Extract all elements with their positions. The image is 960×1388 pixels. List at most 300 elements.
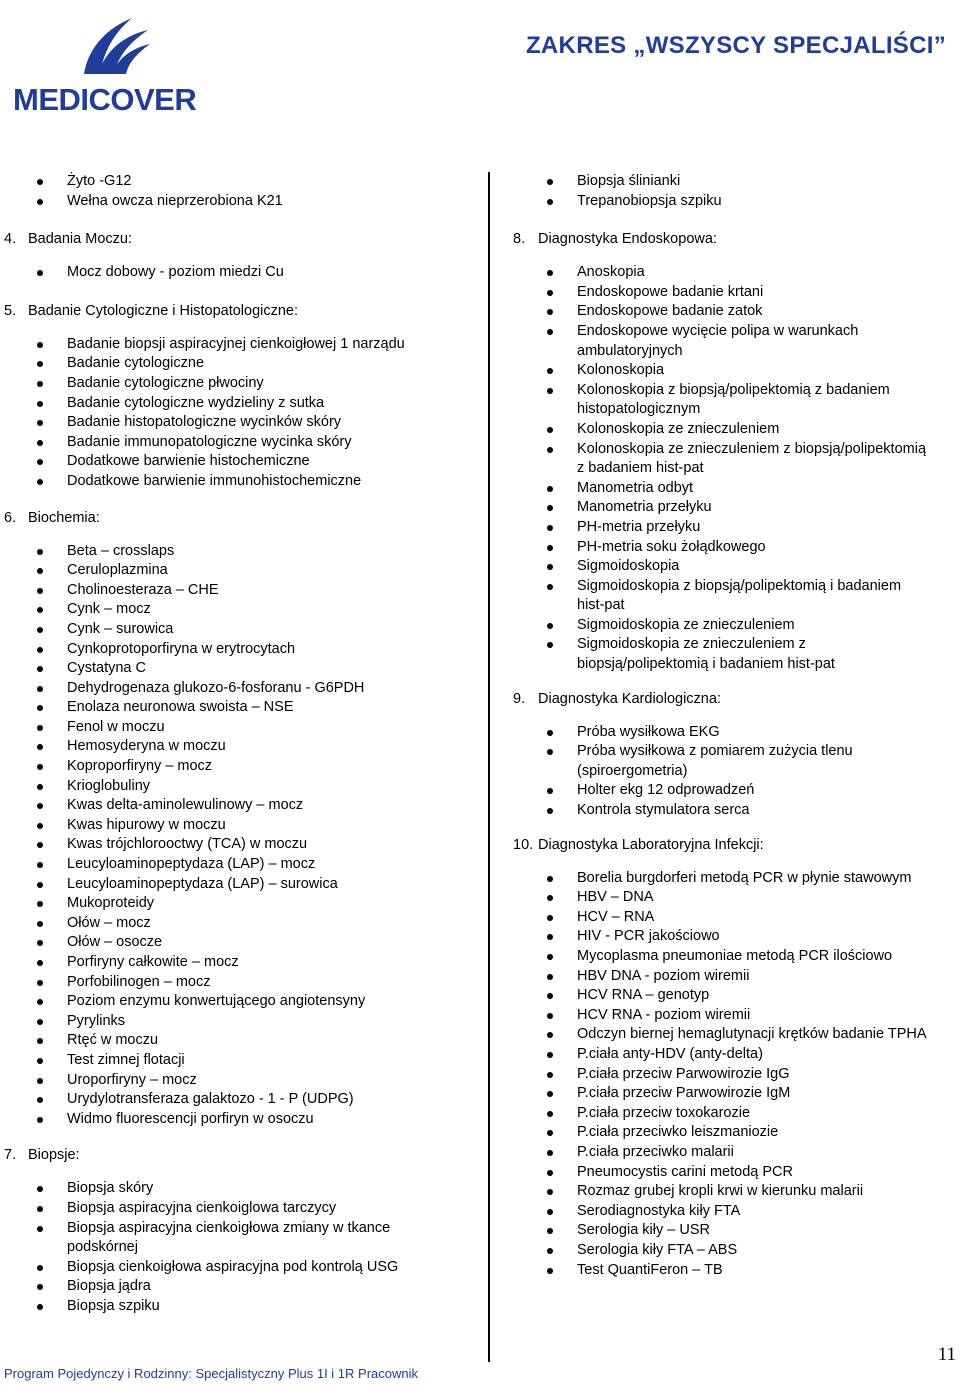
- section-heading: [0, 301, 470, 321]
- bullet-icon: [547, 368, 553, 374]
- list-item: [0, 718, 470, 738]
- bullet-icon: [37, 549, 43, 555]
- list-item: [510, 192, 960, 212]
- bullet-icon: [547, 1189, 553, 1195]
- list-item-text: Pneumocystis carini metodą PCR: [577, 1163, 793, 1180]
- section-title: Diagnostyka Endoskopowa:: [538, 231, 717, 248]
- list-item-text: Kolonoskopia ze znieczuleniem: [577, 420, 780, 437]
- list-item-text: Biopsja aspiracyjna cienkoigłowa zmiany w tkance podskórnej: [67, 1219, 391, 1256]
- spacer: [0, 283, 470, 301]
- section-heading: [510, 835, 960, 855]
- list-item: [510, 616, 960, 636]
- bullet-icon: [37, 1058, 43, 1064]
- bullet-icon: [547, 270, 553, 276]
- section-number: 10.: [513, 836, 534, 853]
- bullet-list: [0, 1179, 470, 1316]
- list-item: [0, 1051, 470, 1071]
- bullet-icon: [547, 525, 553, 531]
- list-item: [0, 855, 470, 875]
- bullet-icon: [37, 401, 43, 407]
- list-item: [0, 561, 470, 581]
- list-item-text: Cholinoesteraza – CHE: [67, 581, 219, 598]
- list-item-text: Fenol w moczu: [67, 718, 165, 735]
- bullet-icon: [37, 803, 43, 809]
- section: [0, 1145, 470, 1316]
- list-item-text: HBV DNA - poziom wiremii: [577, 967, 750, 984]
- list-item-text: Koproporfiryny – mocz: [67, 758, 213, 775]
- bullet-icon: [37, 686, 43, 692]
- list-item: [510, 420, 960, 440]
- bullet-icon: [37, 999, 43, 1005]
- list-item-text: Mycoplasma pneumoniae metodą PCR ilościowo: [577, 948, 893, 964]
- list-item-text: Test QuantiFeron – TB: [577, 1261, 723, 1278]
- bullet-icon: [547, 1268, 553, 1274]
- list-item: [0, 894, 470, 914]
- list-item: [510, 888, 960, 908]
- list-item: [0, 374, 470, 394]
- bullet-icon: [547, 915, 553, 921]
- bullet-icon: [547, 954, 553, 960]
- logo-text: MEDICOVER: [13, 82, 197, 117]
- list-item: [0, 737, 470, 757]
- list-item-text: Test zimnej flotacji: [67, 1051, 185, 1068]
- bullet-icon: [37, 1284, 43, 1290]
- list-item-text: Żyto -G12: [67, 173, 132, 189]
- list-item-text: HBV – DNA: [577, 889, 654, 906]
- section-number: 7.: [4, 1147, 17, 1164]
- list-item: [0, 992, 470, 1012]
- list-item: [0, 413, 470, 433]
- list-item-text: Cystatyna C: [67, 660, 146, 677]
- list-item-text: Biopsja szpiku: [67, 1297, 160, 1314]
- list-item: [0, 1031, 470, 1051]
- list-item: [510, 1202, 960, 1222]
- list-item: [510, 967, 960, 987]
- list-item: [510, 361, 960, 381]
- bullet-icon: [37, 1038, 43, 1044]
- list-item: [0, 1090, 470, 1110]
- bullet-icon: [547, 564, 553, 570]
- list-item: [0, 698, 470, 718]
- list-item: [0, 640, 470, 660]
- list-item: [0, 796, 470, 816]
- bullet-icon: [37, 1304, 43, 1310]
- list-item-text: Beta – crosslaps: [67, 542, 175, 559]
- list-item: [510, 908, 960, 928]
- list-item-text: Cynk – surowica: [67, 620, 174, 637]
- list-item: [510, 1241, 960, 1261]
- bullet-icon: [37, 764, 43, 770]
- list-item: [510, 1025, 960, 1045]
- bullet-icon: [547, 895, 553, 901]
- bullet-icon: [37, 784, 43, 790]
- bullet-list: [0, 172, 470, 211]
- list-item: [0, 973, 470, 993]
- list-item-text: Sigmoidoskopia ze znieczuleniem: [577, 616, 795, 633]
- list-item-text: Sigmoidoskopia ze znieczuleniem z biopsją/polipektomią i badaniem hist-pat: [577, 636, 835, 673]
- bullet-icon: [547, 388, 553, 394]
- bullet-icon: [37, 381, 43, 387]
- bullet-icon: [37, 666, 43, 672]
- bullet-list: [0, 263, 470, 283]
- list-item: [0, 192, 470, 212]
- list-item: [0, 1258, 470, 1278]
- section-heading: [510, 229, 960, 249]
- list-item: [0, 777, 470, 797]
- list-item: [510, 742, 960, 781]
- bullet-icon: [547, 642, 553, 648]
- list-item-text: Badanie cytologiczne wydzieliny z sutka: [67, 394, 325, 411]
- list-item-text: P.ciała przeciw Parwowirozie IgG: [577, 1065, 790, 1082]
- section: [0, 301, 470, 492]
- bullet-icon: [547, 505, 553, 511]
- bullet-icon: [37, 627, 43, 633]
- section-title: Diagnostyka Kardiologiczna:: [538, 690, 721, 707]
- bullet-icon: [37, 568, 43, 574]
- bullet-icon: [37, 862, 43, 868]
- bullet-icon: [37, 980, 43, 986]
- list-item-text: Dodatkowe barwienie immunohistochemiczne: [67, 472, 362, 489]
- section-number: 4.: [4, 231, 17, 248]
- list-item-text: Wełna owcza nieprzerobiona K21: [67, 192, 283, 209]
- list-item: [0, 953, 470, 973]
- bullet-icon: [547, 934, 553, 940]
- bullet-icon: [37, 342, 43, 348]
- list-item: [0, 354, 470, 374]
- list-item-text: P.ciała przeciwko leiszmaniozie: [577, 1124, 779, 1141]
- list-item: [510, 1182, 960, 1202]
- bullet-icon: [547, 1130, 553, 1136]
- list-item-text: Manometria przełyku: [577, 499, 712, 516]
- list-item: [0, 542, 470, 562]
- list-item: [510, 986, 960, 1006]
- bullet-icon: [37, 823, 43, 829]
- list-item: [0, 1297, 470, 1317]
- bullet-icon: [37, 705, 43, 711]
- list-item: [0, 620, 470, 640]
- bullet-icon: [37, 940, 43, 946]
- list-item-text: Holter ekg 12 odprowadzeń: [577, 782, 755, 799]
- bullet-icon: [37, 1019, 43, 1025]
- section: [0, 508, 470, 1130]
- section-heading: [0, 229, 470, 249]
- list-item: [510, 1123, 960, 1143]
- list-item-text: Ołów – mocz: [67, 914, 151, 931]
- section-number: 6.: [4, 509, 17, 526]
- bullet-icon: [547, 1248, 553, 1254]
- list-item: [510, 1006, 960, 1026]
- bullet-icon: [37, 1226, 43, 1232]
- list-item: [0, 1179, 470, 1199]
- list-item-text: Badanie cytologiczne płwociny: [67, 374, 264, 391]
- section: [510, 835, 960, 1280]
- section-number: 5.: [4, 302, 17, 319]
- list-item: [510, 635, 960, 674]
- list-item: [0, 335, 470, 355]
- bullet-icon: [37, 1097, 43, 1103]
- list-item: [0, 1071, 470, 1091]
- list-item-text: Kontrola stymulatora serca: [577, 802, 750, 819]
- column-divider: [488, 172, 490, 1362]
- spacer: [510, 675, 960, 689]
- bullet-icon: [547, 179, 553, 185]
- bullet-icon: [547, 309, 553, 315]
- bullet-icon: [547, 1150, 553, 1156]
- bullet-list: [510, 869, 960, 1280]
- list-item: [0, 835, 470, 855]
- list-item: [0, 1219, 470, 1258]
- bullet-icon: [37, 607, 43, 613]
- list-item-text: Porfobilinogen – mocz: [67, 973, 211, 990]
- list-item: [0, 875, 470, 895]
- list-item-text: HCV – RNA: [577, 908, 655, 925]
- bullet-icon: [37, 440, 43, 446]
- list-item-text: Manometria odbyt: [577, 479, 694, 496]
- section-title: Diagnostyka Laboratoryjna Infekcji:: [538, 836, 764, 853]
- list-item-text: PH-metria przełyku: [577, 518, 701, 535]
- bullet-icon: [547, 876, 553, 882]
- list-item: [0, 1199, 470, 1219]
- list-item: [0, 433, 470, 453]
- list-item-text: Dehydrogenaza glukozo-6-fosforanu - G6PDH: [67, 679, 365, 696]
- logo-mark-icon: [10, 4, 215, 82]
- list-item: [510, 1084, 960, 1104]
- spacer: [510, 821, 960, 835]
- bullet-icon: [37, 199, 43, 205]
- list-item-text: Ołów – osocze: [67, 934, 163, 951]
- bullet-icon: [547, 1032, 553, 1038]
- list-item-text: Widmo fluorescencji porfiryn w osoczu: [67, 1110, 314, 1127]
- bullet-icon: [37, 1078, 43, 1084]
- bullet-icon: [37, 1117, 43, 1123]
- list-item: [510, 781, 960, 801]
- list-item-text: Odczyn biernej hemaglutynacji krętków badanie TPHA: [577, 1026, 927, 1043]
- bullet-icon: [547, 1111, 553, 1117]
- list-item-text: Borelia burgdorferi metodą PCR w płynie stawowym: [577, 869, 912, 886]
- list-item: [0, 914, 470, 934]
- footer-text: Program Pojedynczy i Rodzinny: Specjalistyczny Plus 1I i 1R Pracownik: [4, 1366, 419, 1381]
- list-item-text: Kwas trójchlorooctwy (TCA) w moczu: [67, 836, 308, 853]
- bullet-icon: [547, 486, 553, 492]
- list-item-text: Kolonoskopia: [577, 362, 665, 379]
- list-item-text: Endoskopowe badanie krtani: [577, 283, 764, 300]
- list-item: [510, 479, 960, 499]
- list-item: [0, 600, 470, 620]
- list-item: [510, 1163, 960, 1183]
- bullet-icon: [37, 270, 43, 276]
- list-item: [510, 172, 960, 192]
- list-item-text: Rozmaz grubej kropli krwi w kierunku malarii: [577, 1183, 864, 1200]
- list-item-text: Badanie cytologiczne: [67, 355, 205, 372]
- list-item-text: Endoskopowe badanie zatok: [577, 303, 763, 320]
- list-item-text: Kwas hipurowy w moczu: [67, 816, 226, 833]
- list-item: [510, 947, 960, 967]
- list-item-text: P.ciała przeciw toxokarozie: [577, 1104, 751, 1121]
- list-item-text: Biopsja skóry: [67, 1180, 154, 1197]
- list-item-text: Sigmoidoskopia z biopsją/polipektomią i badaniem hist-pat: [577, 577, 902, 614]
- spacer: [0, 492, 470, 508]
- list-item-text: Krioglobuliny: [67, 777, 151, 794]
- bullet-icon: [37, 588, 43, 594]
- section: [0, 229, 470, 283]
- list-item-text: Leucyloaminopeptydaza (LAP) – mocz: [67, 856, 316, 873]
- list-item: [510, 577, 960, 616]
- list-item: [510, 869, 960, 889]
- list-item: [0, 452, 470, 472]
- list-item-text: Cynk – mocz: [67, 601, 151, 618]
- list-item: [0, 581, 470, 601]
- list-item-text: Biopsja cienkoigłowa aspiracyjna pod kontrolą USG: [67, 1258, 399, 1275]
- section-title: Badania Moczu:: [28, 231, 132, 248]
- left-column: [0, 172, 470, 1317]
- list-item-text: Anoskopia: [577, 264, 645, 281]
- bullet-icon: [547, 749, 553, 755]
- bullet-list: [510, 172, 960, 211]
- list-item-text: Pyrylinks: [67, 1012, 126, 1029]
- bullet-icon: [547, 808, 553, 814]
- page-number: 11: [937, 1344, 956, 1365]
- list-item-text: Cynkoprotoporfiryna w erytrocytach: [67, 640, 296, 657]
- list-item-text: Serologia kiły FTA – ABS: [577, 1241, 738, 1258]
- list-item: [0, 472, 470, 492]
- bullet-icon: [37, 725, 43, 731]
- bullet-list: [0, 335, 470, 492]
- bullet-icon: [547, 1052, 553, 1058]
- bullet-icon: [547, 427, 553, 433]
- medicover-logo: [10, 4, 215, 117]
- bullet-icon: [547, 993, 553, 999]
- section-title: Badanie Cytologiczne i Histopatologiczne:: [28, 302, 299, 319]
- section: [510, 229, 960, 674]
- list-item-text: Porfiryny całkowite – mocz: [67, 954, 239, 970]
- list-item-text: HCV RNA – genotyp: [577, 987, 710, 1004]
- list-item-text: Kwas delta-aminolewulinowy – mocz: [67, 797, 304, 814]
- list-item-text: Uroporfiryny – mocz: [67, 1071, 197, 1088]
- list-item: [0, 659, 470, 679]
- list-item-text: Leucyloaminopeptydaza (LAP) – surowica: [67, 875, 338, 892]
- section-title: Biopsje:: [28, 1147, 80, 1164]
- list-item-text: P.ciała anty-HDV (anty-delta): [577, 1045, 763, 1062]
- list-item: [0, 394, 470, 414]
- section-heading: [510, 689, 960, 709]
- list-item-text: Kolonoskopia z biopsją/polipektomią z badaniem histopatologicznym: [577, 381, 890, 418]
- list-item: [510, 302, 960, 322]
- spacer: [0, 1129, 470, 1145]
- bullet-icon: [547, 199, 553, 205]
- bullet-icon: [37, 901, 43, 907]
- list-item: [510, 518, 960, 538]
- bullet-list: [510, 723, 960, 821]
- bullet-icon: [547, 1228, 553, 1234]
- list-item: [0, 933, 470, 953]
- bullet-icon: [547, 1013, 553, 1019]
- list-item: [510, 557, 960, 577]
- list-item: [510, 1143, 960, 1163]
- list-item-text: Badanie immunopatologiczne wycinka skóry: [67, 433, 352, 450]
- list-item: [510, 723, 960, 743]
- list-item: [510, 1221, 960, 1241]
- page-title: ZAKRES „WSZYSCY SPECJALIŚCI”: [525, 32, 946, 59]
- list-item-text: HIV - PCR jakościowo: [577, 928, 720, 945]
- spacer: [0, 211, 470, 229]
- bullet-icon: [37, 1265, 43, 1271]
- list-item: [510, 801, 960, 821]
- bullet-icon: [547, 974, 553, 980]
- bullet-icon: [37, 842, 43, 848]
- bullet-icon: [37, 921, 43, 927]
- list-item-text: Mocz dobowy - poziom miedzi Cu: [67, 264, 284, 281]
- list-item: [510, 263, 960, 283]
- section-number: 8.: [513, 231, 526, 248]
- bullet-icon: [547, 1091, 553, 1097]
- list-item: [0, 172, 470, 192]
- list-item-text: Biopsja aspiracyjna cienkoiglowa tarczycy: [67, 1199, 337, 1216]
- list-item: [0, 679, 470, 699]
- section: [510, 689, 960, 821]
- list-item-text: Biopsja jądra: [67, 1278, 151, 1295]
- list-item-text: P.ciała przeciwko malarii: [577, 1143, 734, 1160]
- list-item: [0, 263, 470, 283]
- list-item-text: Rtęć w moczu: [67, 1032, 159, 1049]
- list-item-text: Urydylotransferaza galaktozo - 1 - P (UDPG): [67, 1091, 354, 1108]
- bullet-icon: [37, 1206, 43, 1212]
- list-item-text: Enolaza neuronowa swoista – NSE: [67, 699, 294, 716]
- bullet-icon: [37, 361, 43, 367]
- bullet-list: [0, 542, 470, 1130]
- spacer: [510, 211, 960, 229]
- list-item: [0, 757, 470, 777]
- list-item: [510, 381, 960, 420]
- bullet-icon: [547, 290, 553, 296]
- bullet-icon: [547, 1072, 553, 1078]
- bullet-icon: [547, 329, 553, 335]
- bullet-icon: [547, 623, 553, 629]
- list-item: [510, 498, 960, 518]
- list-item-text: Próba wysiłkowa z pomiarem zużycia tlenu (spiroergometria): [577, 743, 853, 779]
- list-item: [510, 283, 960, 303]
- list-item-text: Serodiagnostyka kiły FTA: [577, 1202, 741, 1219]
- section-number: 9.: [513, 690, 526, 707]
- list-item: [0, 1277, 470, 1297]
- bullet-icon: [547, 788, 553, 794]
- bullet-icon: [37, 1186, 43, 1192]
- list-item-text: Dodatkowe barwienie histochemiczne: [67, 453, 310, 470]
- list-item-text: Ceruloplazmina: [67, 562, 168, 579]
- list-item-text: Endoskopowe wycięcie polipa w warunkach ambulatoryjnych: [577, 322, 859, 359]
- bullet-icon: [37, 647, 43, 653]
- list-item: [0, 1110, 470, 1130]
- list-item: [510, 1261, 960, 1281]
- bullet-icon: [37, 960, 43, 966]
- list-item-text: PH-metria soku żołądkowego: [577, 538, 766, 555]
- list-item-text: Serologia kiły – USR: [577, 1222, 710, 1239]
- list-item-text: Kolonoskopia ze znieczuleniem z biopsją/polipektomią z badaniem hist-pat: [577, 440, 927, 477]
- list-item: [510, 927, 960, 947]
- list-item-text: Sigmoidoskopia: [577, 558, 680, 575]
- list-item: [510, 322, 960, 361]
- bullet-icon: [37, 179, 43, 185]
- list-item-text: HCV RNA - poziom wiremii: [577, 1006, 751, 1023]
- bullet-icon: [37, 459, 43, 465]
- bullet-icon: [547, 447, 553, 453]
- list-item-text: Mukoproteidy: [67, 895, 155, 912]
- section-heading: [0, 508, 470, 528]
- right-column: [510, 172, 960, 1280]
- bullet-icon: [37, 744, 43, 750]
- bullet-icon: [37, 420, 43, 426]
- bullet-icon: [547, 1209, 553, 1215]
- list-item: [510, 538, 960, 558]
